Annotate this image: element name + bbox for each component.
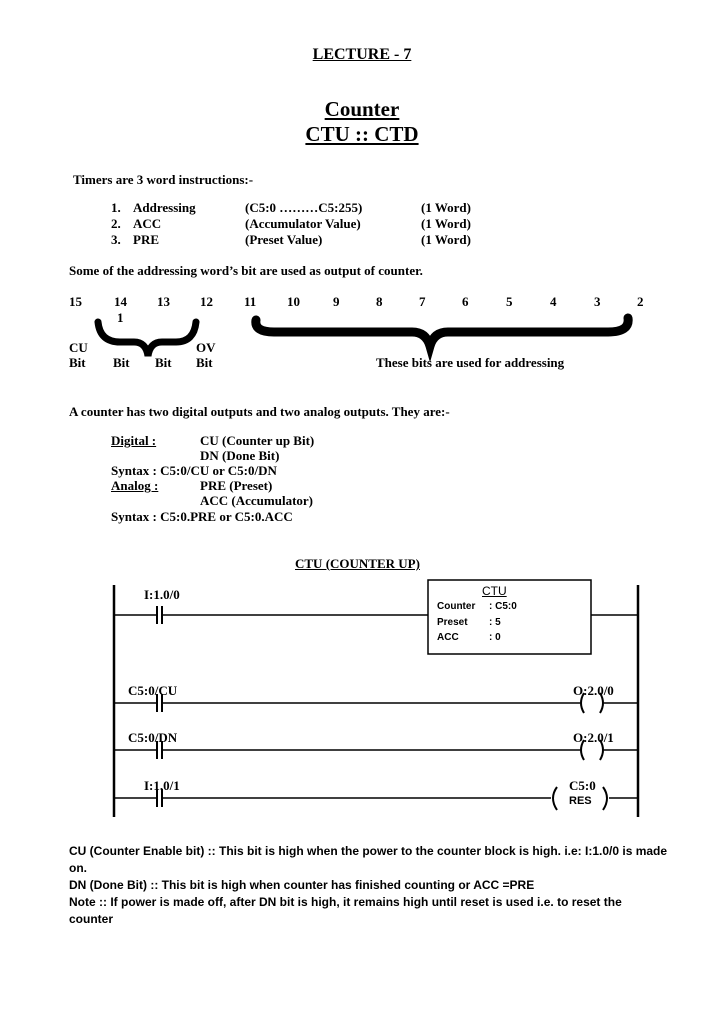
bit-number: 2: [637, 294, 644, 309]
digital-item: DN (Done Bit): [200, 448, 280, 463]
word-size: (1 Word): [421, 216, 471, 231]
rung2-output-label: O:2.0/0: [573, 683, 614, 698]
note-dn: DN (Done Bit) :: This bit is high when counter has finished counting or ACC =PRE: [69, 878, 535, 892]
word-desc: (Preset Value): [245, 232, 323, 247]
bit-number: 14: [114, 294, 127, 309]
lecture-heading: LECTURE - 7: [312, 46, 412, 63]
bit-number: 8: [376, 294, 383, 309]
rung1-contact-label: I:1.0/0: [144, 587, 180, 602]
rung3-output-label: O:2.0/1: [573, 730, 614, 745]
digital-label: Digital :: [111, 433, 157, 448]
word-desc: (C5:0 ………C5:255): [245, 200, 363, 215]
bit-number: 5: [506, 294, 513, 309]
brace-large: [256, 318, 628, 346]
word-num: 1.: [111, 200, 121, 215]
bit-label: Bit: [155, 355, 172, 370]
word-name: PRE: [133, 232, 159, 247]
bit-number: 15: [69, 294, 82, 309]
outputs-intro: A counter has two digital outputs and two analog outputs. They are:-: [69, 404, 450, 419]
bit-label: Bit: [196, 355, 213, 370]
timer-word-row: [111, 200, 471, 216]
rung2-contact-label: C5:0/CU: [128, 683, 178, 698]
analog-item: ACC (Accumulator): [200, 493, 314, 508]
timer-word-row: [111, 216, 471, 232]
bit-label-ov: OV: [196, 340, 216, 355]
bit-number: 6: [462, 294, 469, 309]
page-title: Counter: [324, 97, 400, 121]
bit-number: 13: [157, 294, 170, 309]
bit-number: 12: [200, 294, 213, 309]
ctu-preset-label: Preset: [437, 617, 468, 628]
bit-number: 4: [550, 294, 557, 309]
rung4-contact-label: I:1.0/1: [144, 778, 180, 793]
rung4-coil-right: [603, 787, 607, 810]
bit-number: 7: [419, 294, 426, 309]
ladder-heading: CTU (COUNTER UP): [295, 556, 420, 571]
digital-syntax: Syntax : C5:0/CU or C5:0/DN: [111, 463, 277, 478]
page-subtitle: CTU :: CTD: [305, 122, 419, 146]
analog-item: PRE (Preset): [200, 478, 273, 493]
word-size: (1 Word): [421, 200, 471, 215]
bit-number: 10: [287, 294, 300, 309]
bit-label: Bit: [113, 355, 130, 370]
rung4-output-addr: C5:0: [569, 778, 596, 793]
bit-label: Bit: [69, 355, 86, 370]
ctu-counter-label: Counter: [437, 601, 476, 612]
brace-small: [98, 322, 196, 356]
timer-word-row: [111, 232, 471, 248]
rung3-contact-label: C5:0/DN: [128, 730, 178, 745]
note-cu: CU (Counter Enable bit) :: This bit is high when the power to the counter block is high. i.e: I:1.0/0 is made on.: [69, 844, 668, 875]
word-desc: (Accumulator Value): [245, 216, 361, 231]
bit-number: 3: [594, 294, 601, 309]
ctu-acc-value: : 0: [489, 632, 501, 643]
bit-number: 9: [333, 294, 340, 309]
ctu-block-title: CTU: [482, 584, 507, 598]
bit-braces: [90, 312, 650, 362]
bit-number: 11: [244, 294, 257, 309]
word-num: 3.: [111, 232, 121, 247]
timers-intro: Timers are 3 word instructions:-: [73, 172, 254, 187]
ctu-counter-value: : C5:0: [489, 601, 517, 612]
analog-label: Analog :: [111, 478, 159, 493]
bits-intro: Some of the addressing word’s bit are used as output of counter.: [69, 263, 423, 278]
ctu-acc-label: ACC: [437, 632, 459, 643]
analog-syntax: Syntax : C5:0.PRE or C5:0.ACC: [111, 509, 293, 524]
digital-item: CU (Counter up Bit): [200, 433, 315, 448]
note-reset: Note :: If power is made off, after DN bit is high, it remains high until reset is used i.e. to reset the counter: [69, 895, 622, 926]
word-name: ACC: [133, 216, 162, 231]
word-name: Addressing: [133, 200, 196, 215]
addressing-note: These bits are used for addressing: [376, 355, 565, 370]
word-num: 2.: [111, 216, 121, 231]
bit-label-cu: CU: [69, 340, 88, 355]
rung4-coil-left: [553, 787, 557, 810]
ladder-diagram: [0, 570, 724, 820]
word-size: (1 Word): [421, 232, 471, 247]
bit-number-sub: 1: [117, 310, 124, 325]
ctu-preset-value: : 5: [489, 617, 501, 628]
timer-words-table: [111, 200, 471, 248]
rung4-reset-label: RES: [569, 795, 592, 807]
